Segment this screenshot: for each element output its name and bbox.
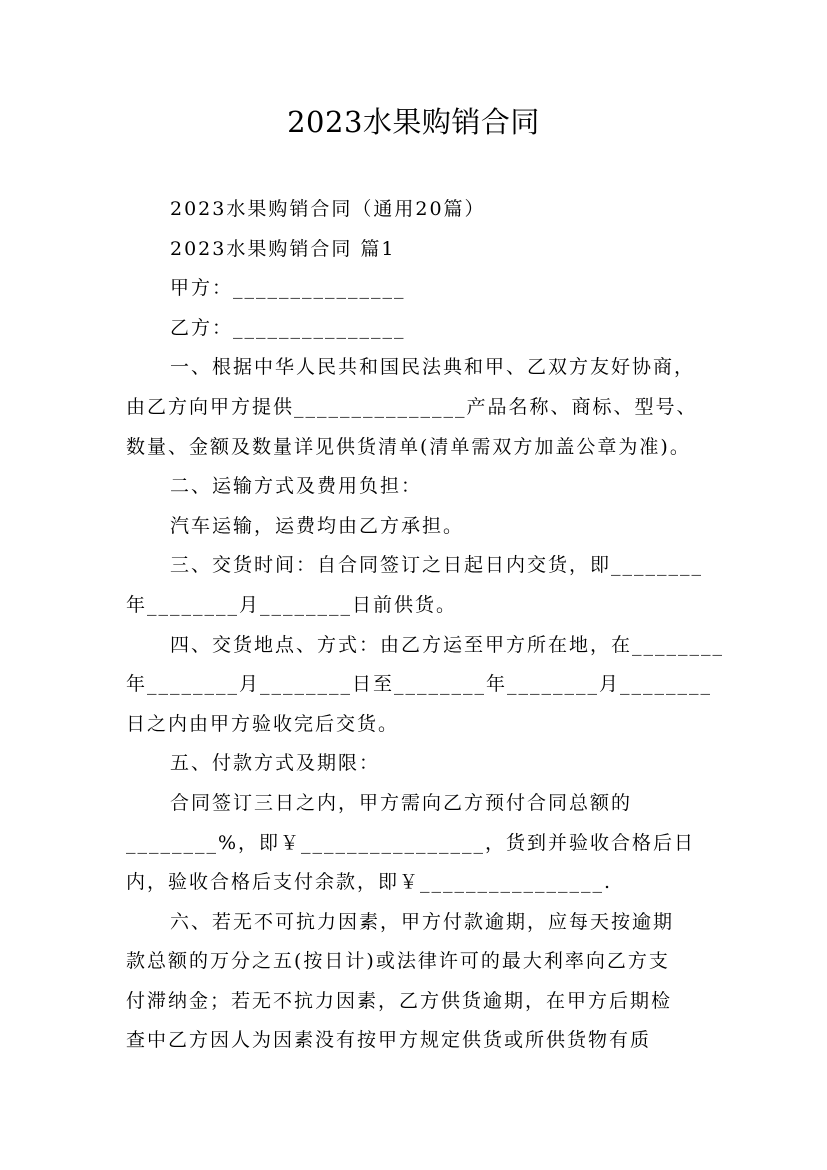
doc-line-clause-4: 四、交货地点、方式：由乙方运至甲方所在地，在________ bbox=[170, 633, 725, 656]
doc-line-clause-1-cont: 由乙方向甲方提供_______________产品名称、商标、型号、 bbox=[126, 395, 698, 418]
doc-line-clause-5-text: 合同签订三日之内，甲方需向乙方预付合同总额的 bbox=[170, 791, 633, 814]
doc-line-subtitle: 2023水果购销合同（通用20篇） bbox=[170, 198, 486, 220]
doc-line-chapter-heading: 2023水果购销合同 篇1 bbox=[170, 237, 396, 260]
doc-line-clause-3: 三、交货时间：自合同签订之日起日内交货，即________ bbox=[170, 554, 704, 577]
doc-line-party-a: 甲方：_______________ bbox=[170, 277, 406, 300]
doc-line-clause-6: 六、若无不可抗力因素，甲方付款逾期，应每天按逾期 bbox=[170, 910, 675, 933]
doc-line-clause-1: 一、根据中华人民共和国民法典和甲、乙双方友好协商， bbox=[170, 356, 696, 379]
doc-line-party-b: 乙方：_______________ bbox=[170, 316, 406, 339]
doc-line-clause-6-cont: 查中乙方因人为因素没有按甲方规定供货或所供货物有质 bbox=[126, 1029, 652, 1052]
doc-line-clause-4-cont: 年________月________日至________年________月________ bbox=[126, 673, 713, 696]
doc-line-clause-5: 五、付款方式及期限： bbox=[170, 752, 381, 775]
doc-line-clause-3-cont: 年________月________日前供货。 bbox=[126, 593, 458, 616]
doc-line-clause-6-cont: 款总额的万分之五(按日计)或法律许可的最大利率向乙方支 bbox=[126, 950, 670, 973]
doc-line-clause-5-cont: 内，验收合格后支付余款，即￥________________. bbox=[126, 871, 613, 894]
doc-line-clause-2: 二、运输方式及费用负担： bbox=[170, 475, 423, 498]
doc-line-clause-5-cont: ________%，即￥________________，货到并验收合格后日 bbox=[126, 831, 696, 854]
doc-line-clause-4-cont: 日之内由甲方验收完后交货。 bbox=[126, 712, 400, 735]
document-body bbox=[126, 190, 725, 1061]
doc-line-clause-2-text: 汽车运输，运费均由乙方承担。 bbox=[170, 514, 465, 537]
doc-line-clause-6-cont: 付滞纳金；若无不抗力因素，乙方供货逾期，在甲方后期检 bbox=[126, 989, 673, 1012]
doc-line-clause-1-cont: 数量、金额及数量详见供货清单(清单需双方加盖公章为准)。 bbox=[126, 435, 691, 458]
document-title: 2023水果购销合同 bbox=[287, 105, 540, 139]
